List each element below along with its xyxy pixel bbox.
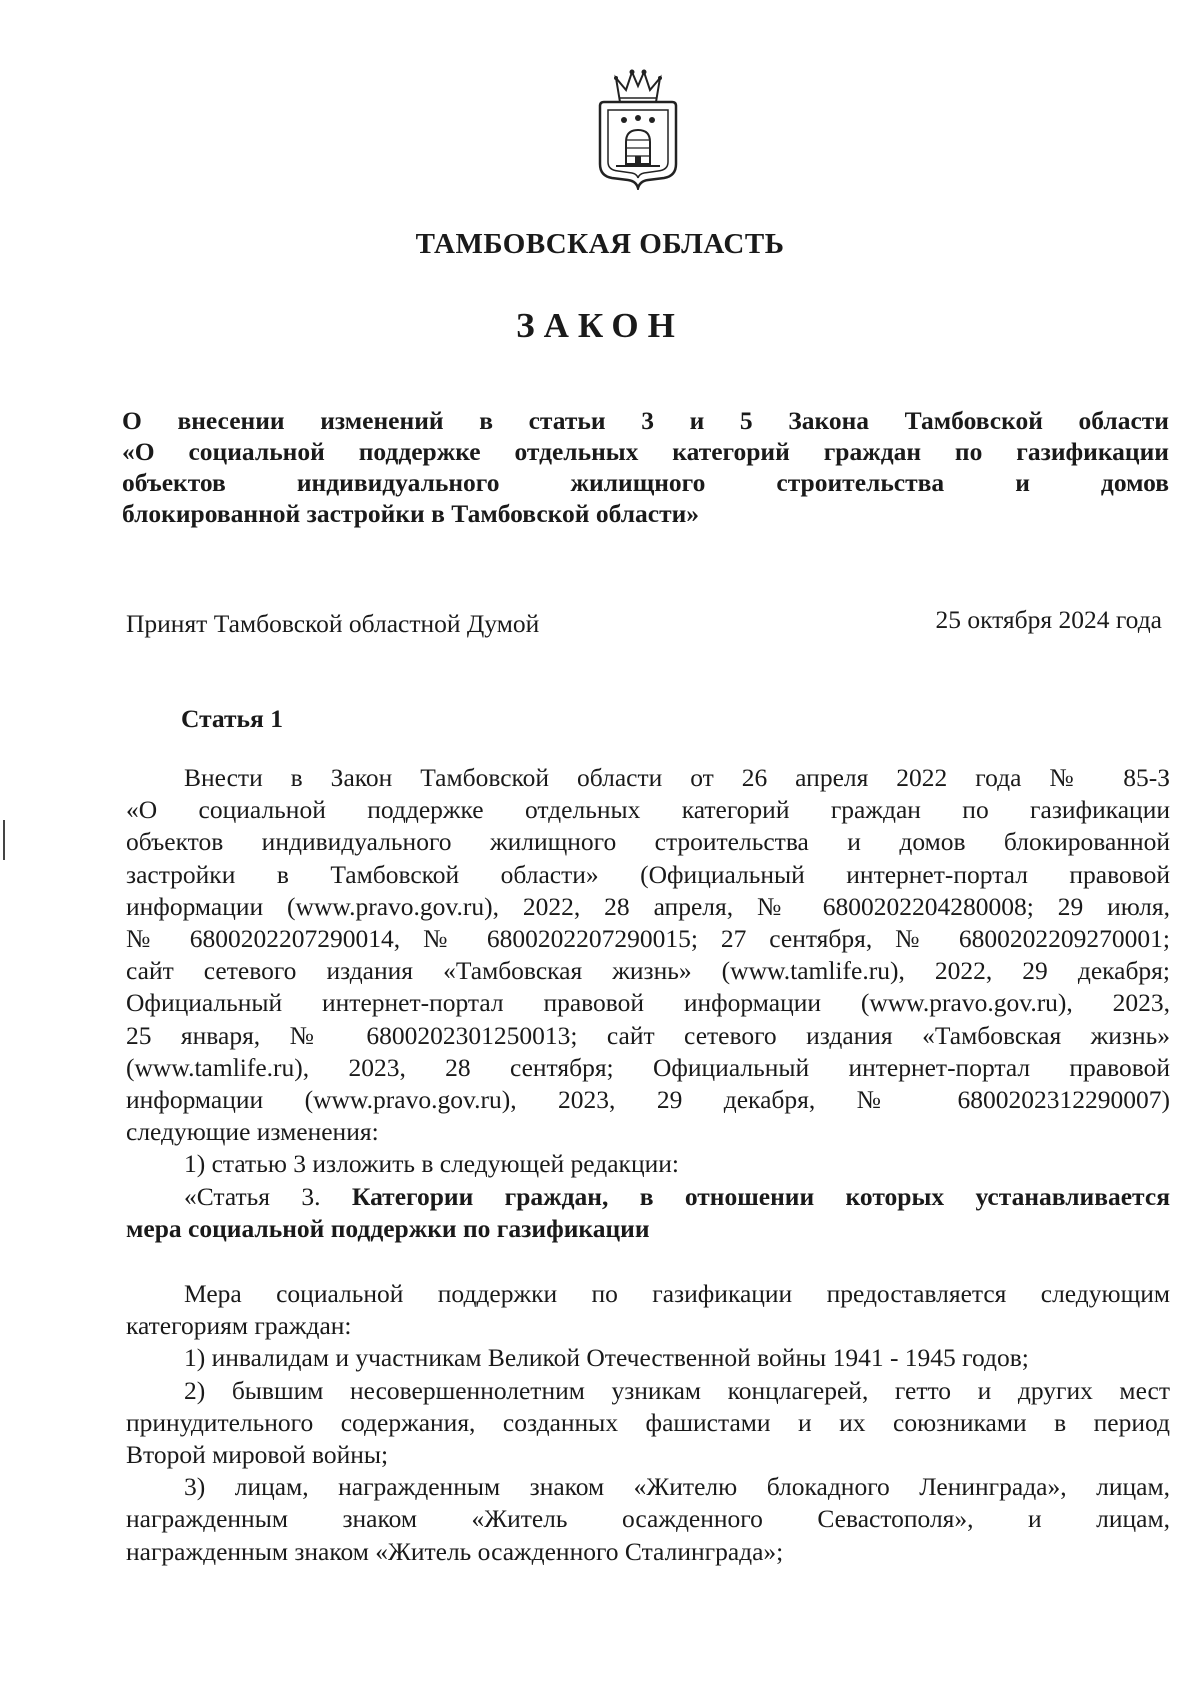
region-title: ТАМБОВСКАЯ ОБЛАСТЬ (415, 228, 785, 260)
body-line: сайт сетевого издания «Тамбовская жизнь» (www.tamlife.ru), 2022, 29 декабря; (126, 956, 1170, 986)
category-1: 1) инвалидам и участникам Великой Отечественной войны 1941 - 1945 годов; (184, 1343, 1029, 1373)
body-line: следующие изменения: (126, 1117, 379, 1147)
measure-line: Мера социальной поддержки по газификации предоставляется следующим (184, 1279, 1170, 1309)
scan-edge-mark (3, 820, 5, 860)
tambov-coat-of-arms-icon (592, 68, 684, 190)
adopted-by: Принят Тамбовской областной Думой (126, 609, 540, 638)
law-title-line: объектов индивидуального жилищного строительства и домов (122, 468, 1169, 497)
new-article-title-part-2: мера социальной поддержки по газификации (126, 1213, 650, 1243)
article-1-heading: Статья 1 (181, 704, 283, 733)
body-line: Внести в Закон Тамбовской области от 26 апреля 2022 года № 85-З (184, 763, 1170, 792)
new-article-prefix: «Статья 3. (184, 1181, 321, 1211)
body-line: «О социальной поддержке отдельных категорий граждан по газификации (126, 795, 1170, 825)
body-line: (www.tamlife.ru), 2023, 28 сентября; Официальный интернет-портал правовой (126, 1052, 1170, 1082)
body-line: объектов индивидуального жилищного строительства и домов блокированной (126, 827, 1170, 857)
document-type: ЗАКОН (516, 306, 684, 345)
item-1: 1) статью 3 изложить в следующей редакции: (184, 1149, 679, 1179)
new-article-3-title (126, 1181, 1170, 1213)
spacer (126, 1245, 1170, 1278)
category-3-line: награжденным знаком «Житель осажденного Севастополя», и лицам, (126, 1504, 1170, 1534)
article-1-body (126, 762, 1170, 1568)
adoption-date: 25 октября 2024 года (935, 605, 1162, 634)
body-line: Официальный интернет-портал правовой информации (www.pravo.gov.ru), 2023, (126, 988, 1170, 1018)
measure-line: категориям граждан: (126, 1311, 352, 1341)
category-3-line: 3) лицам, награжденным знаком «Жителю блокадного Ленинграда», лицам, (184, 1472, 1170, 1502)
new-article-title-part-1: Категории граждан, в отношении которых устанавливается (351, 1181, 1171, 1211)
category-2-line: 2) бывшим несовершеннолетним узникам концлагерей, гетто и других мест (184, 1375, 1170, 1405)
body-line: информации (www.pravo.gov.ru), 2022, 28 апреля, № 6800202204280008; 29 июля, (126, 891, 1170, 921)
law-title-line: О внесении изменений в статьи 3 и 5 Закона Тамбовской области (122, 406, 1169, 435)
category-3-line: награжденным знаком «Житель осажденного Сталинграда»; (126, 1536, 784, 1566)
category-2-line: принудительного содержания, созданных фашистами и их союзниками в период (126, 1407, 1170, 1437)
body-line: застройки в Тамбовской области» (Официальный интернет-портал правовой (126, 859, 1170, 889)
body-line: 25 января, № 6800202301250013; сайт сетевого издания «Тамбовская жизнь» (126, 1020, 1170, 1050)
law-title-line: «О социальной поддержке отдельных категорий граждан по газификации (122, 437, 1169, 466)
category-2-line: Второй мировой войны; (126, 1440, 389, 1470)
law-title-line: блокированной застройки в Тамбовской области» (122, 499, 700, 528)
body-line: № 6800202207290014, № 6800202207290015; 27 сентября, № 6800202209270001; (126, 924, 1170, 954)
law-title (122, 405, 1169, 529)
body-line: информации (www.pravo.gov.ru), 2023, 29 декабря, № 6800202312290007) (126, 1085, 1170, 1115)
